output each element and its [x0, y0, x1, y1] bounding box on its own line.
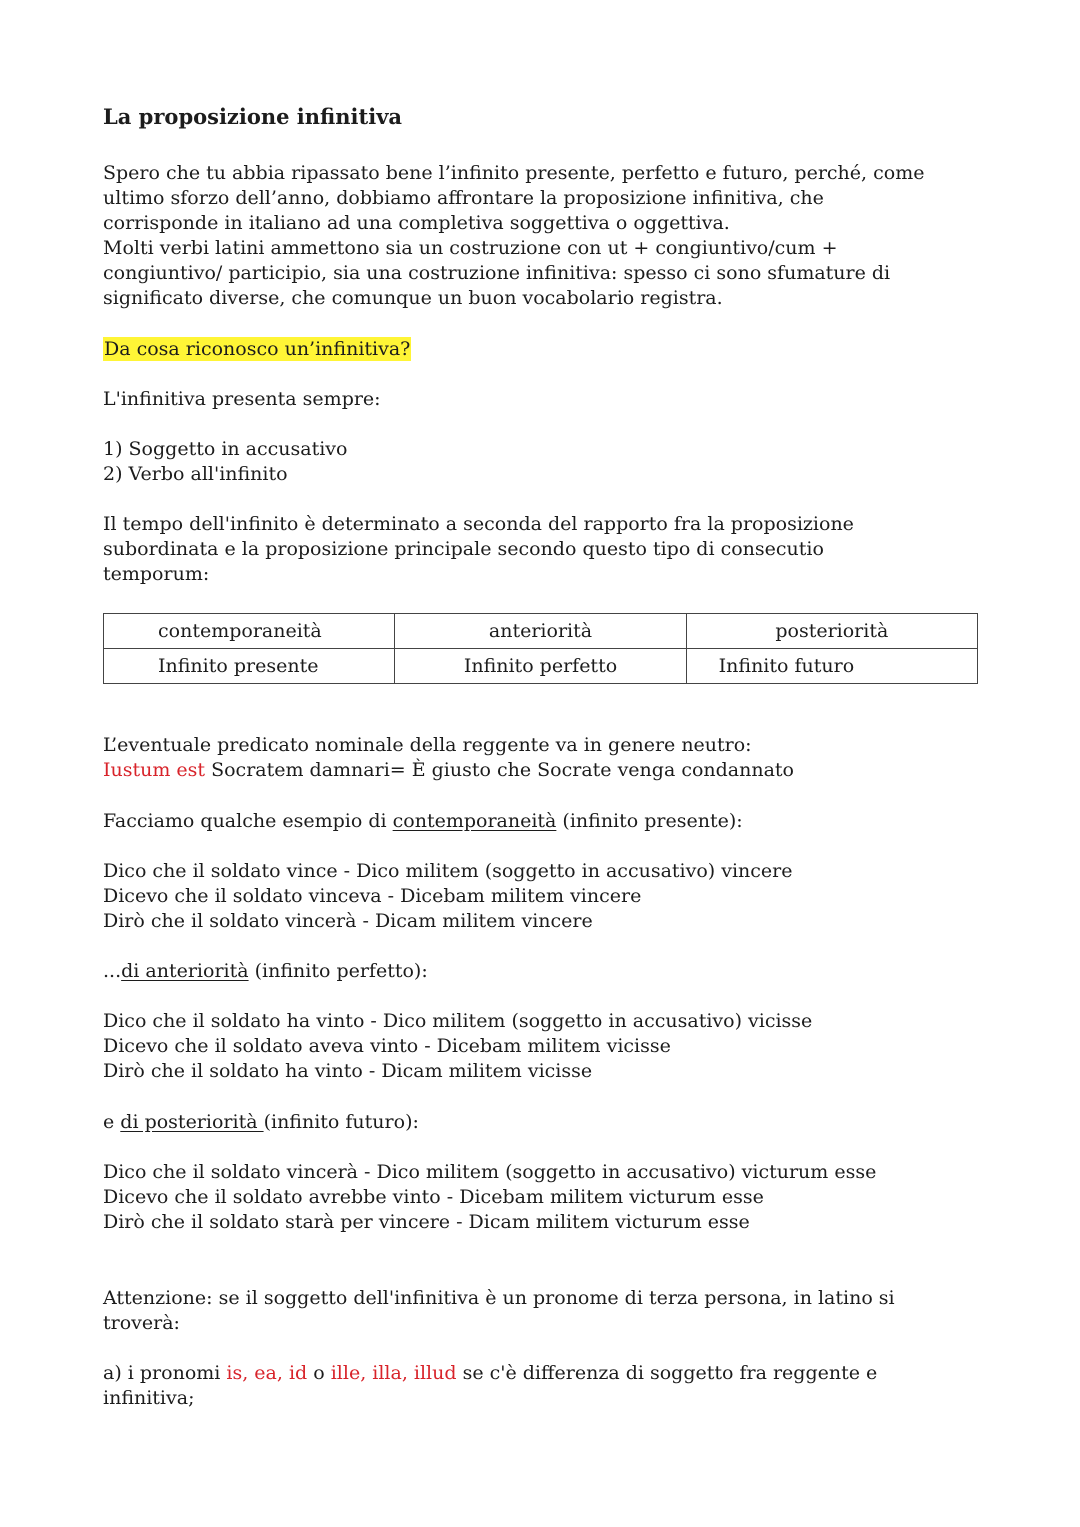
example-line: Dico che il soldato vincerà - Dico militem (soggetto in accusativo) victurum esse	[103, 1161, 877, 1183]
poster-heading	[103, 1110, 419, 1135]
predicato-line: L’eventuale predicato nominale della reggente va in genere neutro:	[103, 734, 752, 756]
requirements-list	[103, 437, 347, 487]
table-row	[104, 649, 978, 684]
page-title: La proposizione infinitiva	[103, 104, 403, 129]
attenzione-line: Attenzione: se il soggetto dell'infinitiva è un pronome di terza persona, in latino si	[103, 1287, 895, 1309]
red-pronoun-ille: ille, illa, illud	[330, 1362, 457, 1384]
contemp-heading	[103, 809, 743, 834]
example-line: Dicevo che il soldato vinceva - Dicebam militem vincere	[103, 885, 642, 907]
example-line: Dicevo che il soldato aveva vinto - Dicebam militem vicisse	[103, 1035, 671, 1057]
pronomi-text: a) i pronomi	[103, 1362, 227, 1384]
attenzione-line: troverà:	[103, 1312, 180, 1334]
list-item: 2) Verbo all'infinito	[103, 463, 288, 485]
question-line	[103, 337, 411, 362]
intro-paragraph	[103, 161, 924, 311]
consecutio-table	[103, 613, 978, 684]
example-line: Dicevo che il soldato avrebbe vinto - Dicebam militem victurum esse	[103, 1186, 764, 1208]
heading-text: Facciamo qualche esempio di	[103, 810, 393, 832]
heading-text: ...	[103, 960, 122, 982]
table-cell: Infinito futuro	[686, 649, 977, 684]
heading-text: (infinito futuro):	[263, 1111, 419, 1133]
table-row	[104, 614, 978, 649]
anter-heading	[103, 959, 428, 984]
intro-line: Molti verbi latini ammettono sia un costruzione con ut + congiuntivo/cum +	[103, 237, 838, 259]
list-item: 1) Soggetto in accusativo	[103, 438, 348, 460]
heading-text: (infinito presente):	[556, 810, 743, 832]
pronomi-paragraph	[103, 1361, 877, 1411]
example-line: Dirò che il soldato vincerà - Dicam militem vincere	[103, 910, 593, 932]
tempo-line: temporum:	[103, 563, 210, 585]
attenzione-paragraph	[103, 1286, 895, 1336]
predicato-example	[103, 758, 794, 783]
pronomi-line	[103, 1361, 877, 1386]
table-header-cell: posteriorità	[686, 614, 977, 649]
anter-examples	[103, 1009, 812, 1084]
intro-line: Spero che tu abbia ripassato bene l’infinito presente, perfetto e futuro, perché, come	[103, 162, 925, 184]
intro-line: significato diverse, che comunque un buon vocabolario registra.	[103, 287, 723, 309]
example-text: Socratem damnari= È giusto che Socrate venga condannato	[205, 759, 794, 781]
presenta-line: L'infinitiva presenta sempre:	[103, 388, 381, 410]
underlined-term: di posteriorità	[120, 1111, 264, 1133]
table-cell: Infinito perfetto	[395, 649, 686, 684]
highlighted-question: Da cosa riconosco un’infinitiva?	[104, 338, 411, 360]
intro-line: congiuntivo/ participio, sia una costruzione infinitiva: spesso ci sono sfumature di	[103, 262, 891, 284]
tempo-line: Il tempo dell'infinito è determinato a seconda del rapporto fra la proposizione	[103, 513, 854, 535]
poster-examples	[103, 1160, 876, 1235]
pronomi-text: se c'è differenza di soggetto fra reggente e	[456, 1362, 878, 1384]
table-cell: Infinito presente	[104, 649, 395, 684]
tempo-line: subordinata e la proposizione principale secondo questo tipo di consecutio	[103, 538, 824, 560]
intro-line: ultimo sforzo dell’anno, dobbiamo affrontare la proposizione infinitiva, che	[103, 187, 824, 209]
contemp-examples	[103, 859, 793, 934]
example-line: Dirò che il soldato ha vinto - Dicam militem vicisse	[103, 1060, 593, 1082]
table-header-cell: contemporaneità	[104, 614, 395, 649]
table-header-cell: anteriorità	[395, 614, 686, 649]
example-line: Dico che il soldato ha vinto - Dico militem (soggetto in accusativo) vicisse	[103, 1010, 813, 1032]
example-line: Dirò che il soldato starà per vincere - Dicam militem victurum esse	[103, 1211, 750, 1233]
pronomi-text: o	[307, 1362, 331, 1384]
tempo-paragraph	[103, 512, 854, 587]
underlined-term: contemporaneità	[392, 810, 557, 832]
pronomi-line: infinitiva;	[103, 1387, 195, 1409]
predicato-paragraph	[103, 733, 794, 783]
red-latin-text: Iustum est	[103, 759, 206, 781]
heading-text: (infinito perfetto):	[248, 960, 428, 982]
heading-text: e	[103, 1111, 121, 1133]
red-pronoun-is: is, ea, id	[226, 1362, 308, 1384]
intro-line: corrisponde in italiano ad una completiva soggettiva o oggettiva.	[103, 212, 730, 234]
underlined-term: di anteriorità	[121, 960, 249, 982]
example-line: Dico che il soldato vince - Dico militem (soggetto in accusativo) vincere	[103, 860, 793, 882]
